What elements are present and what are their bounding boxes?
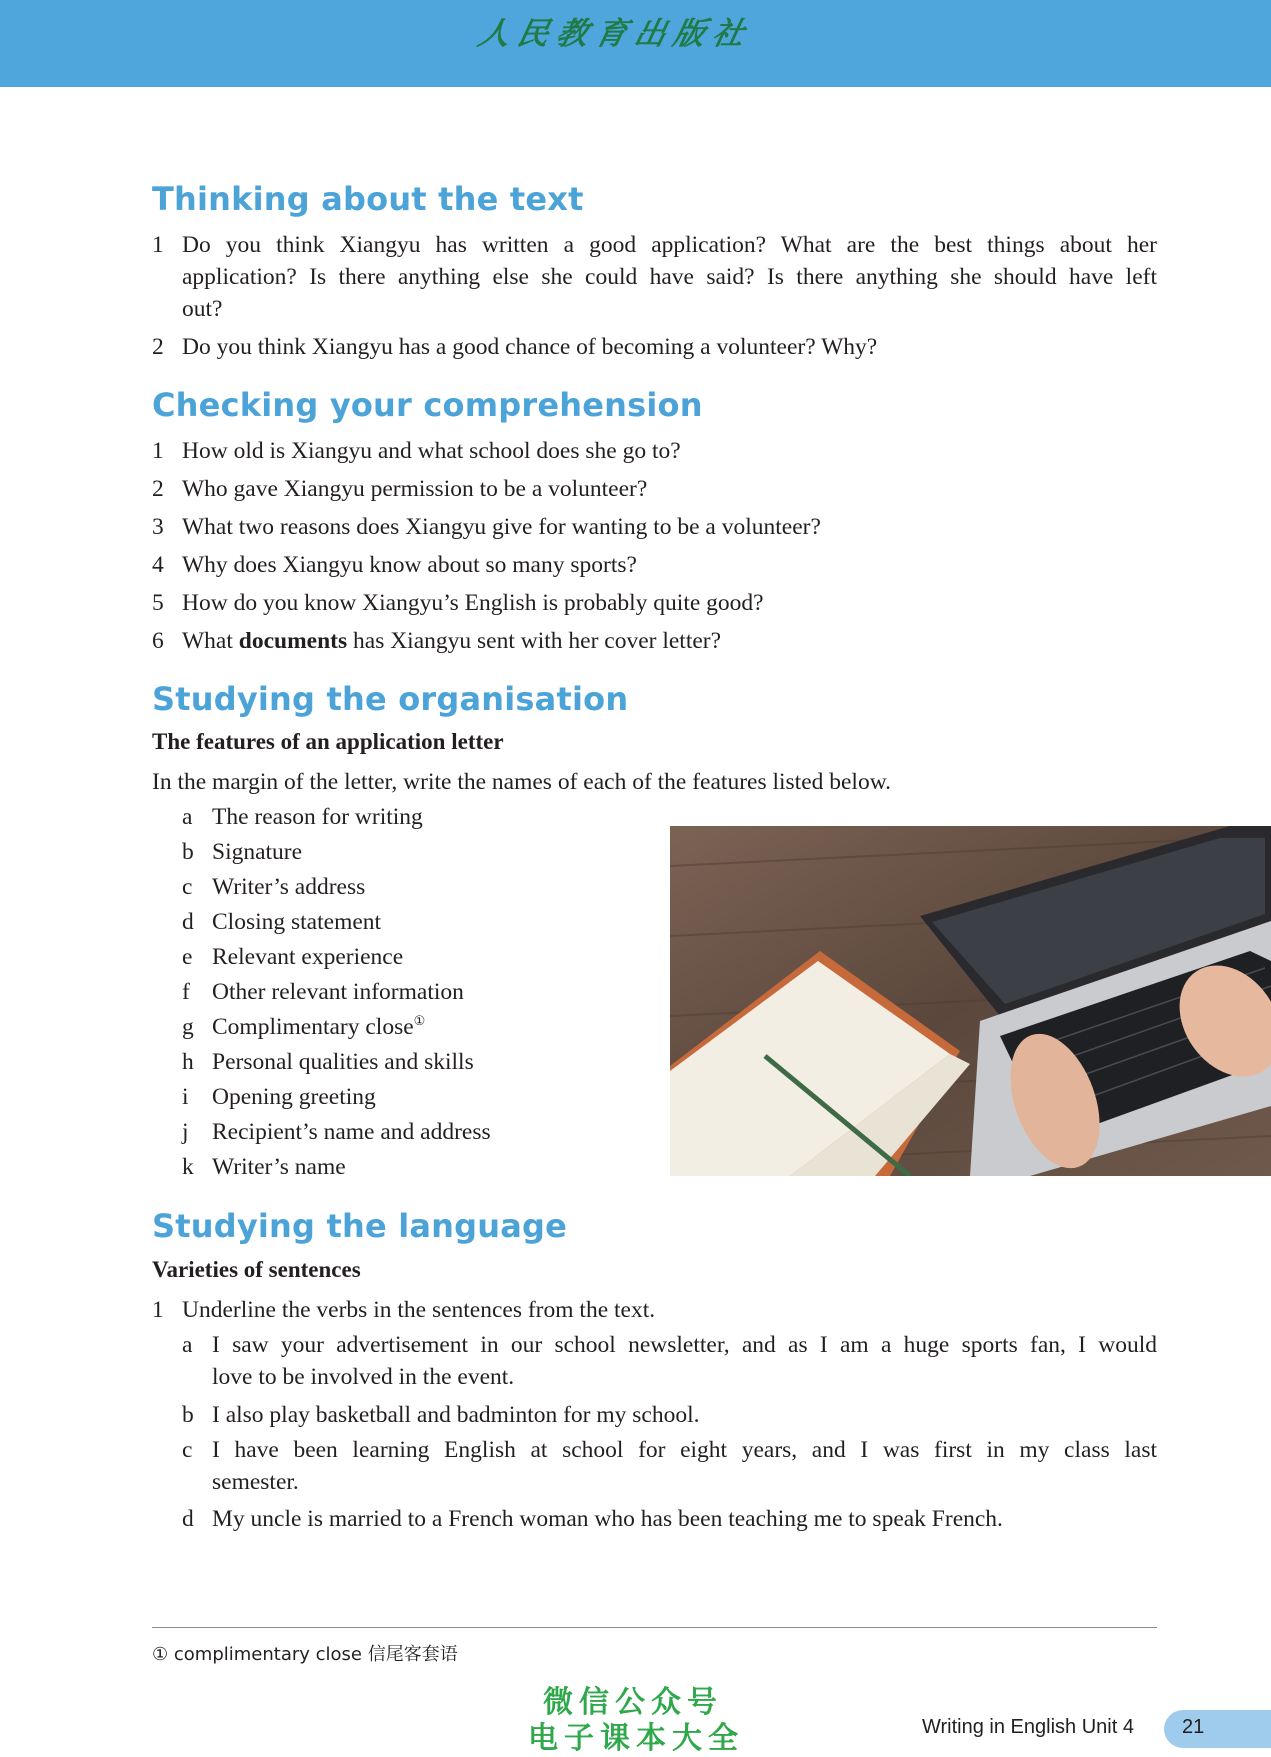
feature-item: Writer’s address bbox=[212, 874, 366, 900]
question-text: Who gave Xiangyu permission to be a volunteer? bbox=[182, 476, 648, 502]
watermark-line-1: 微信公众号 bbox=[543, 1685, 723, 1720]
sentence-text: love to be involved in the event. bbox=[212, 1364, 515, 1390]
publisher-logo: 人民教育出版社 bbox=[474, 16, 756, 52]
feature-letter: g bbox=[182, 1014, 194, 1040]
sentence-letter: a bbox=[182, 1332, 193, 1358]
question-text: Why does Xiangyu know about so many sports? bbox=[182, 552, 637, 578]
sentence-text: semester. bbox=[212, 1469, 299, 1495]
question-text-pre: What bbox=[182, 628, 239, 654]
photo-illustration bbox=[670, 826, 1271, 1176]
section-title-checking: Checking your comprehension bbox=[152, 386, 703, 424]
sentence-letter: b bbox=[182, 1402, 194, 1428]
feature-letter: a bbox=[182, 804, 193, 830]
item-number: 6 bbox=[152, 628, 164, 654]
feature-letter: d bbox=[182, 909, 194, 935]
instruction-text: In the margin of the letter, write the names of each of the features listed below. bbox=[152, 769, 892, 795]
item-number: 4 bbox=[152, 552, 164, 578]
header-banner bbox=[0, 0, 1271, 87]
section-title-language: Studying the language bbox=[152, 1207, 568, 1245]
feature-letter: e bbox=[182, 944, 193, 970]
footnote-text: complimentary close 信尾客套语 bbox=[173, 1644, 458, 1665]
feature-letter: j bbox=[182, 1119, 189, 1145]
footnote-divider bbox=[152, 1627, 1157, 1628]
feature-item: Signature bbox=[212, 839, 303, 865]
feature-item: Relevant experience bbox=[212, 944, 404, 970]
question-text bbox=[182, 625, 1157, 657]
footnote-mark: ① bbox=[152, 1644, 169, 1665]
sentence-text: I saw your advertisement in our school newsletter, and as I am a huge sports fan, I would bbox=[212, 1332, 1157, 1358]
feature-letter: f bbox=[182, 979, 190, 1005]
item-number: 1 bbox=[152, 232, 164, 258]
question-text-post: has Xiangyu sent with her cover letter? bbox=[347, 628, 722, 654]
sentence-text: I have been learning English at school for eight years, and I was first in my class last bbox=[212, 1437, 1157, 1463]
question-text: application? Is there anything else she could have said? Is there anything she should have left bbox=[182, 264, 1157, 290]
question-text: What two reasons does Xiangyu give for wanting to be a volunteer? bbox=[182, 514, 821, 540]
item-number: 3 bbox=[152, 514, 164, 540]
footnote bbox=[152, 1640, 458, 1666]
question-text: How do you know Xiangyu’s English is probably quite good? bbox=[182, 590, 764, 616]
question-text: Do you think Xiangyu has a good chance of becoming a volunteer? Why? bbox=[182, 334, 878, 360]
footnote-ref[interactable]: ① bbox=[413, 1013, 426, 1029]
question-text: out? bbox=[182, 296, 223, 322]
keyword-documents: documents bbox=[238, 628, 348, 654]
feature-item: Recipient’s name and address bbox=[212, 1119, 491, 1145]
feature-letter: k bbox=[182, 1154, 194, 1180]
section-title-organisation: Studying the organisation bbox=[152, 680, 629, 718]
section-title-thinking: Thinking about the text bbox=[152, 180, 584, 218]
item-number: 5 bbox=[152, 590, 164, 616]
sentence-text: I also play basketball and badminton for my school. bbox=[212, 1402, 700, 1428]
page-number: 21 bbox=[1182, 1716, 1205, 1738]
sentence-letter: d bbox=[182, 1506, 194, 1532]
feature-item-text: Complimentary close bbox=[212, 1014, 414, 1040]
sentence-text: My uncle is married to a French woman who has been teaching me to speak French. bbox=[212, 1506, 1003, 1532]
feature-letter: i bbox=[182, 1084, 189, 1110]
subsection-title-features: The features of an application letter bbox=[152, 729, 504, 754]
feature-item: Opening greeting bbox=[212, 1084, 376, 1110]
subsection-title-varieties: Varieties of sentences bbox=[152, 1257, 361, 1282]
feature-letter: b bbox=[182, 839, 194, 865]
feature-letter: c bbox=[182, 874, 193, 900]
item-number: 2 bbox=[152, 476, 164, 502]
feature-item: Personal qualities and skills bbox=[212, 1049, 474, 1075]
item-number: 2 bbox=[152, 334, 164, 360]
item-number: 1 bbox=[152, 438, 164, 464]
feature-item: Closing statement bbox=[212, 909, 382, 935]
feature-item: Other relevant information bbox=[212, 979, 464, 1005]
task-text: Underline the verbs in the sentences from the text. bbox=[182, 1297, 656, 1323]
page-number-tab bbox=[1164, 1710, 1271, 1748]
question-text: Do you think Xiangyu has written a good application? What are the best things about her bbox=[182, 232, 1157, 258]
footer-unit-label: Writing in English Unit 4 bbox=[922, 1716, 1134, 1738]
sentence-letter: c bbox=[182, 1437, 193, 1463]
feature-item: Writer’s name bbox=[212, 1154, 346, 1180]
feature-item: The reason for writing bbox=[212, 804, 423, 830]
question-text: How old is Xiangyu and what school does she go to? bbox=[182, 438, 681, 464]
laptop-notebook-photo bbox=[670, 826, 1271, 1176]
watermark-line-2: 电子课本大全 bbox=[528, 1721, 744, 1756]
item-number: 1 bbox=[152, 1297, 164, 1323]
feature-letter: h bbox=[182, 1049, 194, 1075]
